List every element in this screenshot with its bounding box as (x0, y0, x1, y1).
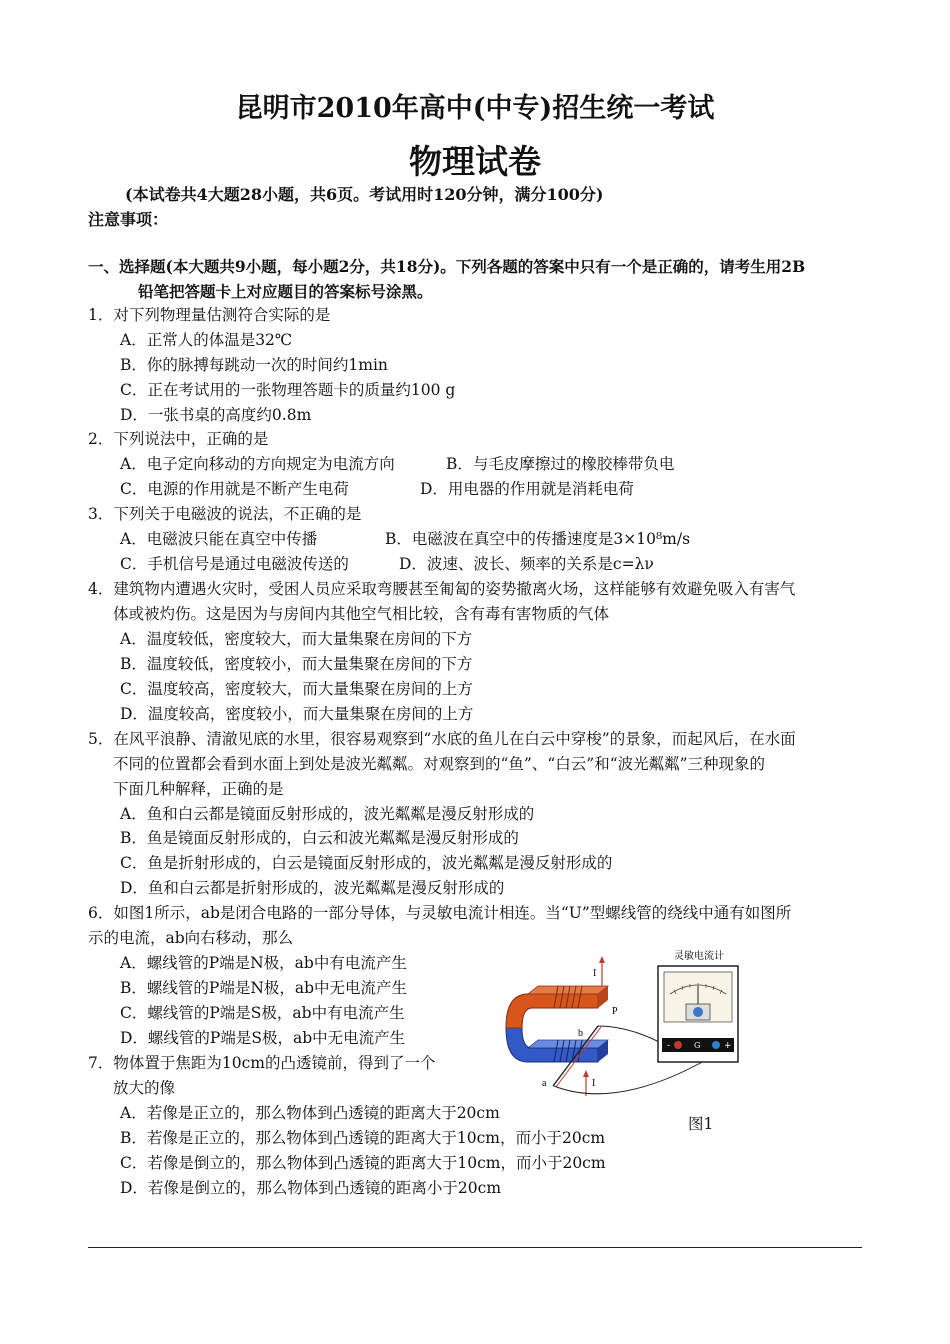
exam-title: 昆明市2010年高中(中专)招生统一考试 (235, 93, 715, 124)
q1-option-a: A．正常人的体温是32℃ (120, 331, 293, 349)
label-i-bottom: I (592, 1078, 596, 1089)
q2-stem: 2．下列说法中，正确的是 (88, 430, 269, 448)
q7-option-c: C．若像是倒立的，那么物体到凸透镜的距离大于10cm，而小于20cm (120, 1154, 606, 1172)
q5-stem-line2: 不同的位置都会看到水面上到处是波光粼粼。对观察到的“鱼”、“白云”和“波光粼粼”三种现象的 (113, 755, 766, 773)
exam-subtitle: 物理试卷 (409, 142, 541, 181)
q4-option-d: D．温度较高，密度较小，而大量集聚在房间的上方 (120, 705, 474, 723)
q3-option-d: D．波速、波长、频率的关系是c=λν (399, 555, 654, 573)
q5-option-c: C．鱼是折射形成的，白云是镜面反射形成的，波光粼粼是漫反射形成的 (120, 854, 613, 872)
q4-stem-line2: 体或被灼伤。这是因为与房间内其他空气相比较，含有毒有害物质的气体 (113, 605, 610, 623)
q5-stem-line3: 下面几种解释，正确的是 (113, 780, 284, 798)
label-i-top: I (593, 968, 597, 979)
q7-stem-line1: 7．物体置于焦距为10cm的凸透镜前，得到了一个 (88, 1054, 436, 1072)
q6-stem-line2: 示的电流，ab向右移动，那么 (88, 929, 294, 947)
section1-heading-cont: 铅笔把答题卡上对应题目的答案标号涂黑。 (138, 282, 433, 301)
q3-stem: 3．下列关于电磁波的说法，不正确的是 (88, 505, 362, 523)
q3-option-b: B．电磁波在真空中的传播速度是3×10⁸m/s (385, 530, 691, 548)
q2-option-d: D．用电器的作用就是消耗电荷 (420, 480, 634, 498)
q5-stem-line1: 5．在风平浪静、清澈见底的水里，很容易观察到“水底的鱼儿在白云中穿梭”的景象，而起风后，在水面 (88, 730, 796, 748)
figure-1-diagram (498, 946, 748, 1106)
notice-heading: 注意事项： (88, 210, 169, 229)
terminal-plus: + (724, 1041, 732, 1051)
q5-option-a: A．鱼和白云都是镜面反射形成的，波光粼粼是漫反射形成的 (120, 805, 535, 823)
terminal-minus: - (667, 1041, 671, 1051)
q4-option-b: B．温度较低，密度较小，而大量集聚在房间的下方 (120, 655, 473, 673)
label-b: b (578, 1028, 583, 1039)
q4-stem-line1: 4．建筑物内遭遇火灾时，受困人员应采取弯腰甚至匍匐的姿势撤离火场，这样能够有效避免吸入有害气 (88, 580, 796, 598)
q7-option-a: A．若像是正立的，那么物体到凸透镜的距离大于20cm (120, 1104, 500, 1122)
q7-option-b: B．若像是正立的，那么物体到凸透镜的距离大于10cm，而小于20cm (120, 1129, 606, 1147)
q6-option-d: D．螺线管的P端是S极，ab中无电流产生 (120, 1029, 406, 1047)
exam-info: (本试卷共4大题28小题，共6页。考试用时120分钟，满分100分) (125, 185, 604, 204)
figure-caption: 图1 (688, 1115, 714, 1133)
q1-option-b: B．你的脉搏每跳动一次的时间约1min (120, 356, 388, 374)
q4-option-c: C．温度较高，密度较大，而大量集聚在房间的上方 (120, 680, 473, 698)
section1-heading: 一、选择题(本大题共9小题，每小题2分，共18分)。下列各题的答案中只有一个是正确的，请考生用2B (88, 257, 806, 276)
q1-option-c: C．正在考试用的一张物理答题卡的质量约100 g (120, 381, 456, 399)
q2-option-b: B．与毛皮摩擦过的橡胶棒带负电 (446, 455, 675, 473)
q7-option-d: D．若像是倒立的，那么物体到凸透镜的距离小于20cm (120, 1179, 502, 1197)
q1-stem: 1．对下列物理量估测符合实际的是 (88, 306, 331, 324)
terminal-g: G (694, 1041, 701, 1050)
q2-option-c: C．电源的作用就是不断产生电荷 (120, 480, 349, 498)
q5-option-b: B．鱼是镜面反射形成的，白云和波光粼粼是漫反射形成的 (120, 829, 519, 847)
meter-title: 灵敏电流计 (674, 951, 724, 962)
q6-option-c: C．螺线管的P端是S极，ab中有电流产生 (120, 1004, 405, 1022)
u-solenoid (506, 986, 608, 1062)
q6-option-b: B．螺线管的P端是N极，ab中无电流产生 (120, 979, 408, 997)
q7-stem-line2: 放大的像 (113, 1079, 176, 1097)
q3-option-c: C．手机信号是通过电磁波传送的 (120, 555, 349, 573)
q6-stem-line1: 6．如图1所示，ab是闭合电路的一部分导体，与灵敏电流计相连。当“U”型螺线管的绕线中通有如图所 (88, 904, 792, 922)
q2-option-a: A．电子定向移动的方向规定为电流方向 (120, 455, 395, 473)
galvanometer (658, 949, 738, 1062)
q4-option-a: A．温度较低，密度较大，而大量集聚在房间的下方 (120, 630, 473, 648)
label-p: P (612, 1006, 618, 1017)
footer-rule (88, 1247, 862, 1248)
label-a: a (542, 1078, 547, 1089)
q3-option-a: A．电磁波只能在真空中传播 (120, 530, 318, 548)
q1-option-d: D．一张书桌的高度约0.8m (120, 406, 312, 424)
q5-option-d: D．鱼和白云都是折射形成的，波光粼粼是漫反射形成的 (120, 879, 505, 897)
q6-option-a: A．螺线管的P端是N极，ab中有电流产生 (120, 954, 407, 972)
